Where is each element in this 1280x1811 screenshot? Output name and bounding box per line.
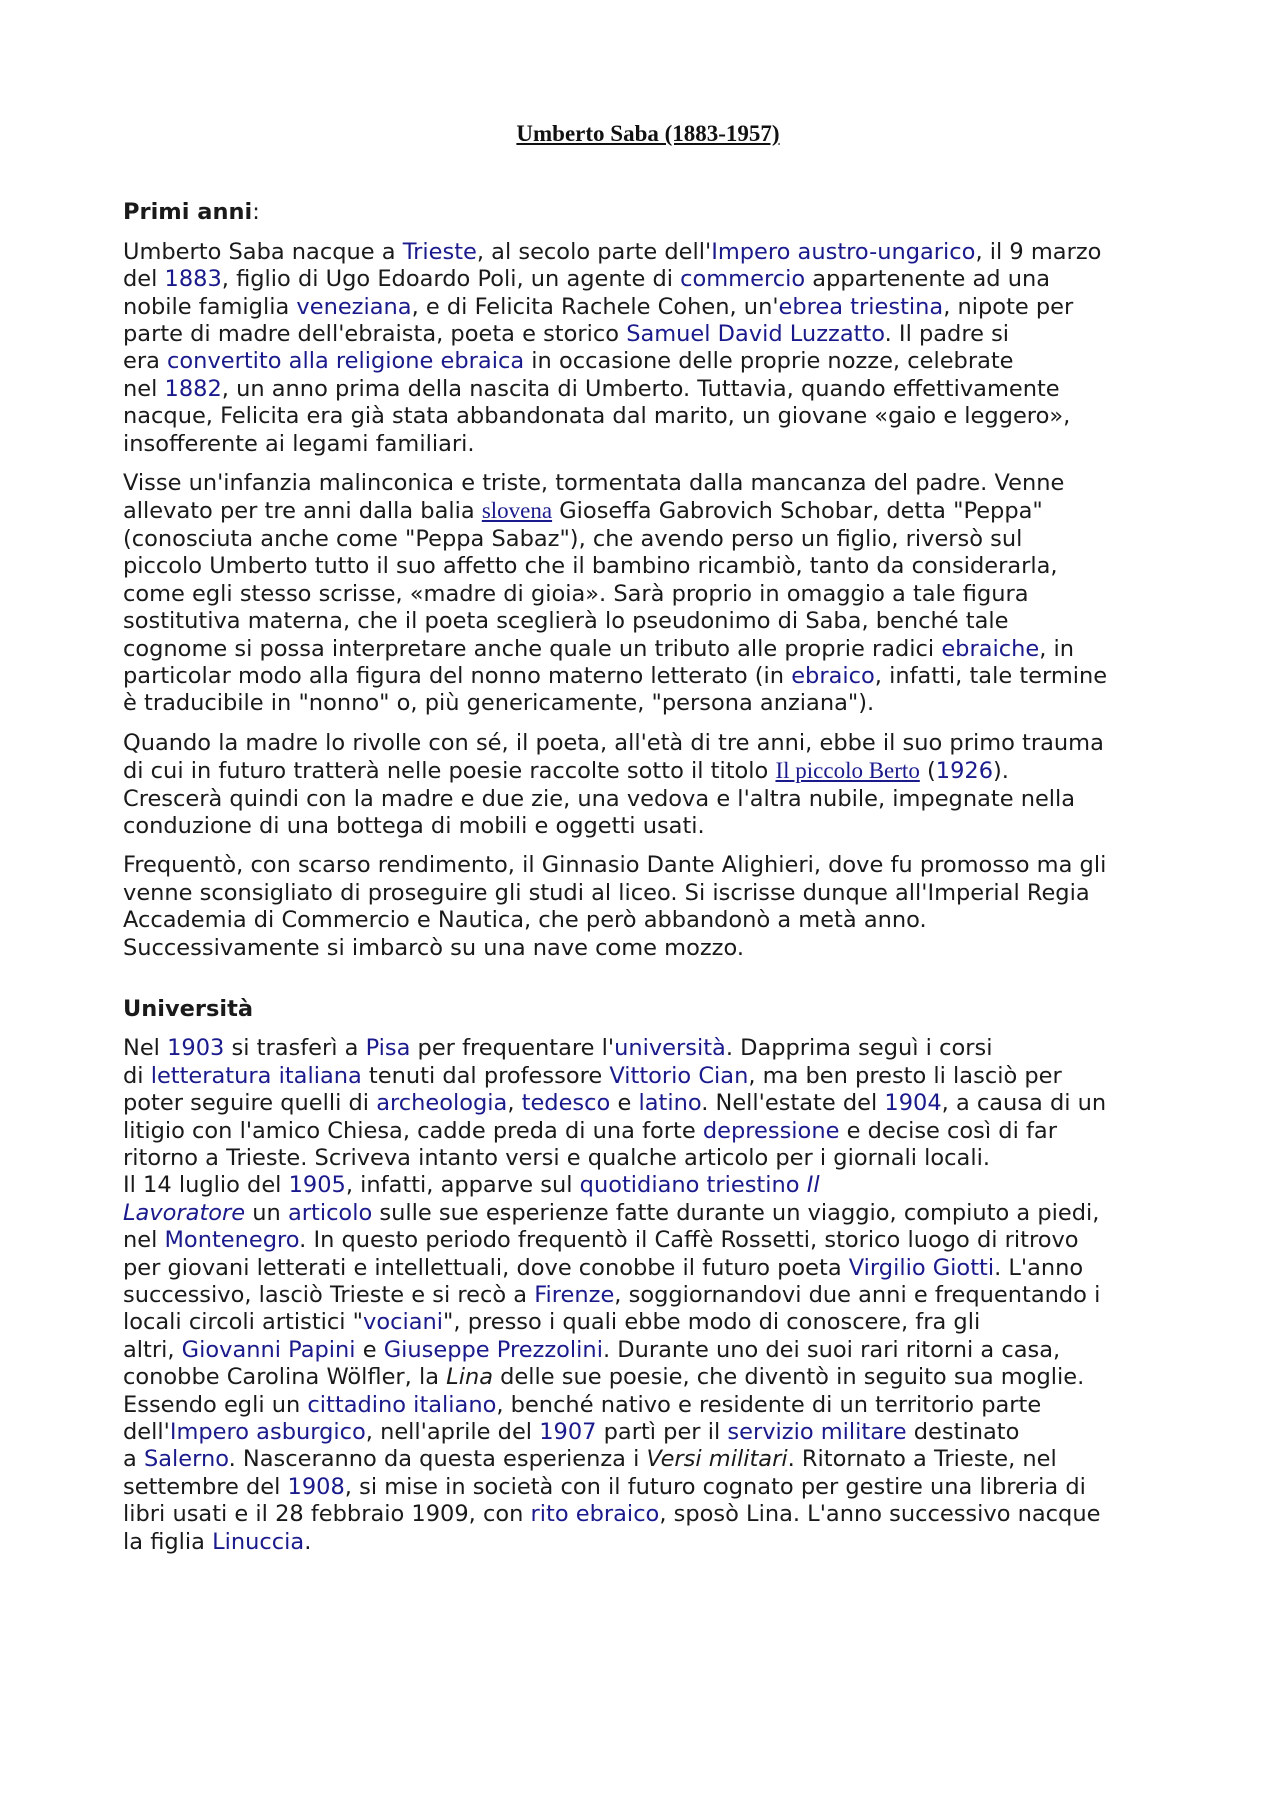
text-run: Successivamente si imbarcò su una nave come mozzo. (123, 934, 745, 961)
text-line (123, 1200, 1173, 1227)
text-run: particolar modo alla figura del nonno materno letterato (in (123, 662, 792, 689)
inline-link[interactable]: 1907 (539, 1419, 597, 1446)
text-line (123, 1145, 1173, 1172)
text-line (123, 497, 1173, 525)
text-line (123, 1063, 1173, 1090)
text-line (123, 348, 1173, 375)
text-run: di (123, 1062, 151, 1089)
text-run: . Dapprima seguì i corsi (725, 1035, 993, 1062)
text-line (123, 1172, 1173, 1199)
inline-link[interactable]: rito ebraico (530, 1501, 660, 1528)
inline-link[interactable]: quotidiano triestino (579, 1172, 807, 1199)
text-run: ( (919, 758, 936, 785)
text-line (123, 1227, 1173, 1254)
document-body (123, 199, 1173, 1556)
text-line (123, 786, 1173, 813)
text-run: e (610, 1090, 639, 1117)
text-run: ). (993, 758, 1009, 785)
inline-link[interactable]: 1908 (287, 1473, 345, 1500)
text-line (123, 1501, 1173, 1528)
text-run: allevato per tre anni dalla balia (123, 498, 482, 525)
text-run: , nipote per (943, 293, 1074, 320)
text-line (123, 1309, 1173, 1336)
text-run: del (123, 266, 165, 293)
text-run: tenuti dal professore (361, 1062, 610, 1089)
inline-link[interactable]: Impero asburgico (169, 1419, 366, 1446)
inline-link[interactable]: archeologia (376, 1090, 508, 1117)
section-heading-text: Università (123, 995, 254, 1022)
text-run: Gioseffa Gabrovich Schobar, detta "Peppa" (552, 498, 1043, 525)
inline-link[interactable]: 1926 (935, 758, 994, 785)
text-run: successivo, lasciò Trieste e si recò a (123, 1282, 535, 1309)
text-line (123, 1118, 1173, 1145)
inline-link[interactable]: servizio militare (727, 1419, 907, 1446)
text-run: . Durante uno dei suoi rari ritorni a casa, (602, 1336, 1061, 1363)
text-run: nel (123, 1227, 165, 1254)
inline-link[interactable]: Pisa (365, 1035, 411, 1062)
inline-link[interactable]: Il (806, 1172, 820, 1199)
text-run: Versi militari (646, 1446, 788, 1473)
text-run: partì per il (596, 1419, 728, 1446)
inline-link[interactable]: Trieste (402, 238, 477, 265)
inline-link[interactable]: Virgilio Giotti (848, 1254, 995, 1281)
section-heading-suffix: : (252, 199, 260, 226)
section-heading-text: Primi anni (123, 199, 253, 226)
text-run: sostitutiva materna, che il poeta sceglierà lo pseudonimo di Saba, benché tale (123, 608, 1009, 635)
section-heading (123, 199, 1173, 226)
paragraph (123, 1035, 1173, 1556)
text-run: . L'anno (994, 1254, 1084, 1281)
text-run: sulle sue esperienze fatte durante un viaggio, compiuto a piedi, (372, 1199, 1100, 1226)
text-run: delle sue poesie, che diventò in seguito sua moglie. (493, 1364, 1085, 1391)
text-run: , soggiornandovi due anni e frequentando i (614, 1282, 1101, 1309)
text-line (123, 907, 1173, 934)
paragraph (123, 852, 1173, 962)
inline-link[interactable]: commercio (680, 266, 806, 293)
text-line (123, 852, 1173, 879)
text-line (123, 1090, 1173, 1117)
text-run: Crescerà quindi con la madre e due zie, una vedova e l'altra nubile, impegnate nella (123, 785, 1076, 812)
inline-link[interactable]: cittadino italiano (307, 1391, 497, 1418)
inline-link[interactable]: letteratura italiana (150, 1062, 362, 1089)
paragraph (123, 470, 1173, 718)
inline-link[interactable]: tedesco (521, 1090, 611, 1117)
text-run: destinato (906, 1419, 1020, 1446)
inline-link[interactable]: ebrea triestina (778, 293, 944, 320)
inline-link[interactable]: Lavoratore (123, 1199, 246, 1226)
text-line (123, 1529, 1173, 1556)
text-run: insofferente ai legami familiari. (123, 430, 475, 457)
text-run: è traducibile in "nonno" o, più genericamente, "persona anziana"). (123, 690, 875, 717)
text-run: , in (1039, 635, 1075, 662)
inline-link[interactable]: Il piccolo Berto (775, 758, 920, 784)
text-run: , il 9 marzo (975, 238, 1102, 265)
text-run: poter seguire quelli di (123, 1090, 377, 1117)
inline-link[interactable]: veneziana (296, 293, 412, 320)
inline-link[interactable]: depressione (702, 1117, 840, 1144)
inline-link[interactable]: Samuel David Luzzatto (626, 321, 885, 348)
text-run: . Nasceranno da questa esperienza i (228, 1446, 647, 1473)
text-run: Umberto Saba nacque a (123, 238, 403, 265)
text-run: Il 14 luglio del (123, 1172, 289, 1199)
paragraph (123, 730, 1173, 841)
text-run: . Il padre si (884, 321, 1010, 348)
text-run: litigio con l'amico Chiesa, cadde preda di una forte (123, 1117, 703, 1144)
text-run: a (123, 1446, 144, 1473)
text-run: conobbe Carolina Wölfler, la (123, 1364, 447, 1391)
text-run: . Nell'estate del (701, 1090, 885, 1117)
text-run: appartenente ad una (805, 266, 1051, 293)
text-run: altri, (123, 1336, 182, 1363)
text-run: nel (123, 375, 165, 402)
text-run: conduzione di una bottega di mobili e oggetti usati. (123, 812, 705, 839)
text-line (123, 403, 1173, 430)
text-line (123, 1337, 1173, 1364)
text-run: nobile famiglia (123, 293, 297, 320)
text-run: , a causa di un (941, 1090, 1107, 1117)
text-line (123, 321, 1173, 348)
inline-link[interactable]: 1883 (164, 266, 222, 293)
text-line (123, 581, 1173, 608)
inline-link[interactable]: vociani (363, 1309, 444, 1336)
text-line (123, 663, 1173, 690)
text-line (123, 1035, 1173, 1062)
inline-link[interactable]: Salerno (143, 1446, 229, 1473)
inline-link[interactable]: Montenegro (164, 1227, 300, 1254)
inline-link[interactable]: Linuccia (212, 1528, 305, 1555)
text-run: Essendo egli un (123, 1391, 308, 1418)
text-line (123, 1364, 1173, 1391)
text-run: e decise così di far (839, 1117, 1057, 1144)
text-run: per giovani letterati e intellettuali, dove conobbe il futuro poeta (123, 1254, 849, 1281)
text-line (123, 690, 1173, 717)
text-line (123, 1392, 1173, 1419)
text-line (123, 1474, 1173, 1501)
text-run: , infatti, apparve sul (345, 1172, 580, 1199)
section (123, 996, 1173, 1556)
text-line (123, 730, 1173, 757)
inline-link[interactable]: slovena (481, 498, 553, 524)
text-run: piccolo Umberto tutto il suo affetto che il bambino ricambiò, tanto da considerarla, (123, 553, 1058, 580)
inline-link[interactable]: 1882 (164, 375, 222, 402)
text-line (123, 431, 1173, 458)
text-run: la figlia (123, 1528, 213, 1555)
inline-link[interactable]: 1903 (167, 1035, 225, 1062)
inline-link[interactable]: articolo (287, 1199, 373, 1226)
inline-link[interactable]: Giuseppe Prezzolini (383, 1336, 603, 1363)
text-line (123, 1282, 1173, 1309)
text-line (123, 880, 1173, 907)
inline-link[interactable]: ebraiche (941, 635, 1040, 662)
inline-link[interactable]: Vittorio Cian (609, 1062, 749, 1089)
text-run: , ma ben presto li lasciò per (748, 1062, 1062, 1089)
text-run: , al secolo parte dell' (476, 238, 712, 265)
text-run: parte di madre dell'ebraista, poeta e storico (123, 321, 627, 348)
text-run: nacque, Felicita era già stata abbandonata dal marito, un giovane «gaio e leggero», (123, 403, 1071, 430)
text-line (123, 266, 1173, 293)
inline-link[interactable]: convertito alla religione ebraica (167, 348, 525, 375)
text-line (123, 1419, 1173, 1446)
text-run: , e di Felicita Rachele Cohen, un' (411, 293, 779, 320)
text-line (123, 294, 1173, 321)
text-line (123, 470, 1173, 497)
text-run: . (304, 1528, 312, 1555)
text-run: , (507, 1090, 522, 1117)
inline-link[interactable]: università (614, 1035, 726, 1062)
text-run: , nell'aprile del (365, 1419, 540, 1446)
text-line (123, 757, 1173, 785)
document-title: Umberto Saba (1883-1957) (516, 121, 780, 146)
section (123, 199, 1173, 962)
text-line (123, 1255, 1173, 1282)
text-run: e (355, 1336, 384, 1363)
text-run: era (123, 348, 168, 375)
text-run: Visse un'infanzia malinconica e triste, tormentata dalla mancanza del padre. Venne (123, 470, 1065, 497)
text-run: si trasferì a (224, 1035, 366, 1062)
text-run: (conosciuta anche come "Peppa Sabaz"), che avendo perso un figlio, riversò sul (123, 525, 1023, 552)
text-run: , si mise in società con il futuro cognato per gestire una libreria di (344, 1473, 1086, 1500)
text-run: . In questo periodo frequentò il Caffè Rossetti, storico luogo di ritrovo (299, 1227, 1079, 1254)
text-run: in occasione delle proprie nozze, celebrate (524, 348, 1014, 375)
inline-link[interactable]: 1904 (884, 1090, 942, 1117)
text-run: come egli stesso scrisse, «madre di gioia». Sarà proprio in omaggio a tale figura (123, 580, 1029, 607)
text-run: , figlio di Ugo Edoardo Poli, un agente di (221, 266, 681, 293)
text-run: Frequentò, con scarso rendimento, il Ginnasio Dante Alighieri, dove fu promosso ma gli (123, 852, 1107, 879)
inline-link[interactable]: Firenze (534, 1282, 615, 1309)
text-run: locali circoli artistici " (123, 1309, 364, 1336)
text-run: Nel (123, 1035, 168, 1062)
text-run: per frequentare l' (410, 1035, 615, 1062)
section-heading (123, 996, 1173, 1023)
text-line (123, 608, 1173, 635)
text-line (123, 526, 1173, 553)
text-run: settembre del (123, 1473, 288, 1500)
inline-link[interactable]: Impero austro-ungarico (711, 238, 976, 265)
text-run: di cui in futuro tratterà nelle poesie raccolte sotto il titolo (123, 758, 776, 785)
text-run: venne sconsigliato di proseguire gli studi al liceo. Si iscrisse dunque all'Imperial Regia (123, 879, 1090, 906)
document-page (123, 120, 1173, 1568)
text-run: un (245, 1199, 288, 1226)
text-line (123, 636, 1173, 663)
text-run: Accademia di Commercio e Nautica, che però abbandonò a metà anno. (123, 907, 927, 934)
paragraph (123, 239, 1173, 458)
inline-link[interactable]: Giovanni Papini (181, 1336, 356, 1363)
text-run: Quando la madre lo rivolle con sé, il poeta, all'età di tre anni, ebbe il suo primo trauma (123, 729, 1104, 756)
text-line (123, 239, 1173, 266)
text-line (123, 813, 1173, 840)
text-run: . Ritornato a Trieste, nel (787, 1446, 1057, 1473)
text-line (123, 1446, 1173, 1473)
text-run: , sposò Lina. L'anno successivo nacque (659, 1501, 1101, 1528)
inline-link[interactable]: 1905 (288, 1172, 346, 1199)
text-run: Lina (446, 1364, 493, 1391)
text-run: , un anno prima della nascita di Umberto. Tuttavia, quando effettivamente (221, 375, 1060, 402)
text-run: libri usati e il 28 febbraio 1909, con (123, 1501, 531, 1528)
text-run: , benché nativo e residente di un territorio parte (496, 1391, 1042, 1418)
text-line (123, 553, 1173, 580)
inline-link[interactable]: ebraico (791, 662, 875, 689)
inline-link[interactable]: latino (638, 1090, 702, 1117)
text-line (123, 376, 1173, 403)
text-run: ", presso i quali ebbe modo di conoscere, fra gli (443, 1309, 981, 1336)
text-run: ritorno a Trieste. Scriveva intanto versi e qualche articolo per i giornali locali. (123, 1145, 990, 1171)
text-run: dell' (123, 1419, 170, 1446)
text-run: cognome si possa interpretare anche quale un tributo alle proprie radici (123, 635, 942, 662)
text-line (123, 935, 1173, 962)
text-run: , infatti, tale termine (874, 662, 1108, 689)
